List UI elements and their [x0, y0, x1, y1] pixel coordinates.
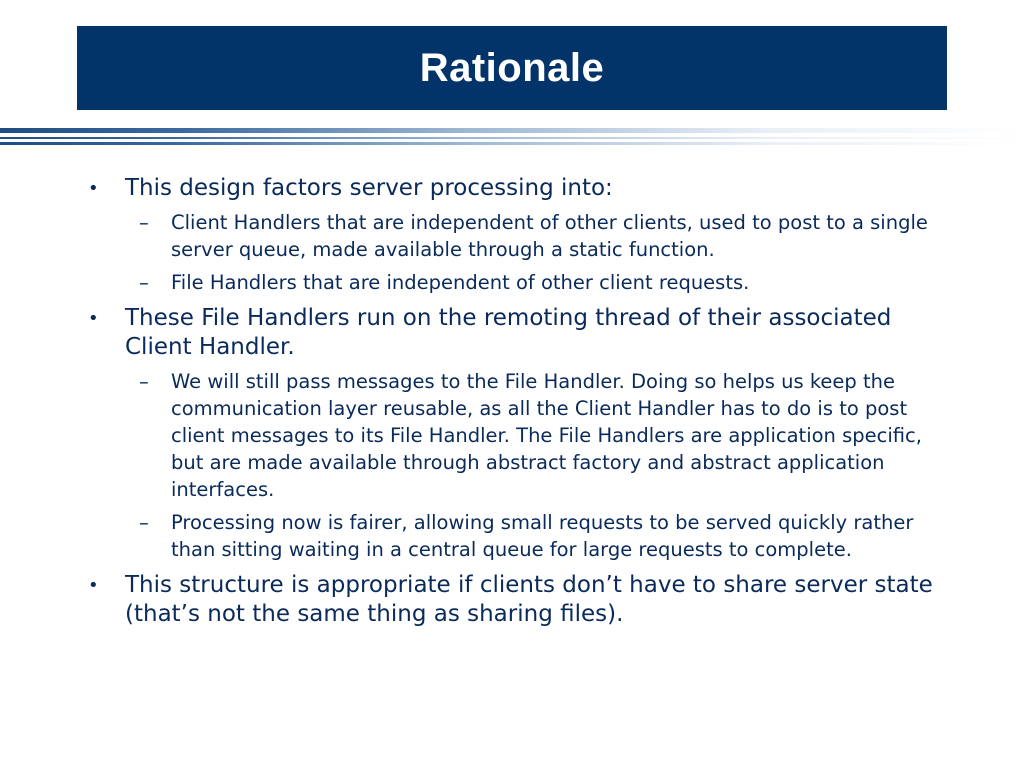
divider-line — [0, 142, 1024, 145]
sub-bullet-text: Processing now is fairer, allowing small requests to be served quickly rather than sitting waiting in a central queue for large requests to complete. — [171, 511, 914, 561]
bullet-marker: • — [88, 575, 99, 596]
title-bar — [77, 26, 947, 110]
sub-bullet-item — [125, 209, 948, 263]
slide-title: Rationale — [419, 45, 605, 90]
sub-bullet-item — [125, 368, 948, 503]
bullet-item — [88, 304, 948, 563]
bullet-marker: • — [88, 178, 99, 199]
sub-bullet-text: We will still pass messages to the File Handler. Doing so helps us keep the communication layer reusable, as all the Client Handler has to do is to post client messages to its File Handler. The File Handlers are application specific, but are made available through abstract factory and abstract application interfaces. — [171, 370, 922, 501]
divider-line — [0, 137, 1024, 139]
sub-bullet-marker: – — [139, 511, 149, 534]
bullet-text: These File Handlers run on the remoting thread of their associated Client Handler. — [125, 305, 892, 360]
bullet-text: This design factors server processing into: — [125, 175, 613, 201]
sub-bullet-item — [125, 509, 948, 563]
slide-body — [88, 174, 948, 637]
divider-line — [0, 128, 1024, 133]
sub-bullet-text: Client Handlers that are independent of other clients, used to post to a single server queue, made available through a static function. — [171, 211, 928, 261]
sub-bullet-item — [125, 269, 948, 296]
sub-bullet-marker: – — [139, 271, 149, 294]
bullet-item — [88, 571, 948, 629]
sub-bullet-text: File Handlers that are independent of other client requests. — [171, 271, 750, 294]
bullet-text: This structure is appropriate if clients don’t have to share server state (that’s not the same thing as sharing files). — [125, 572, 933, 627]
bullet-marker: • — [88, 308, 99, 329]
sub-bullet-marker: – — [139, 370, 149, 393]
bullet-item — [88, 174, 948, 296]
sub-bullet-marker: – — [139, 211, 149, 234]
